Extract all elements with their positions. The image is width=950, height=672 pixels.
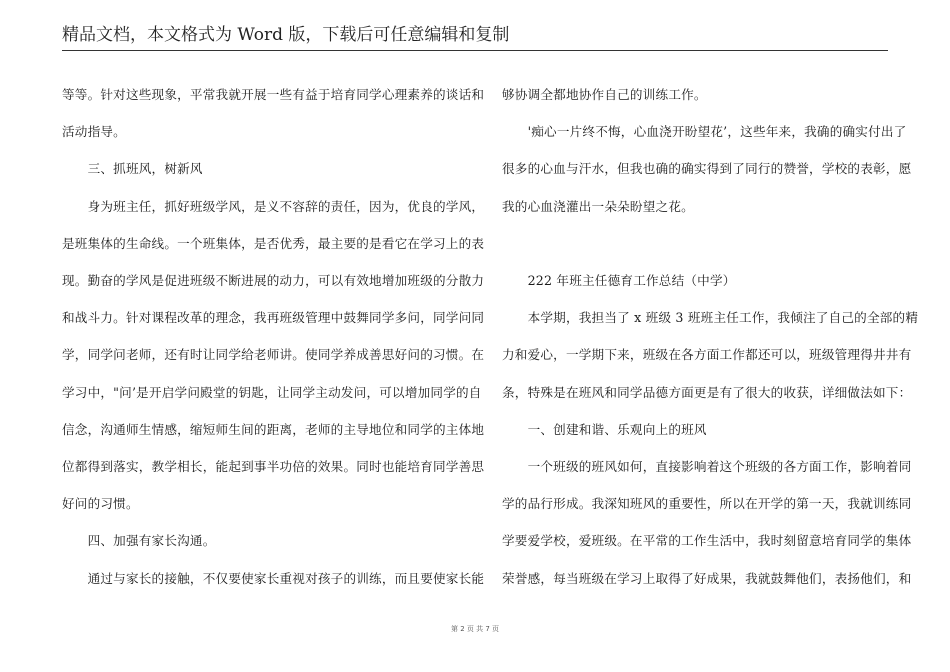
paragraph-line: 现。勤奋的学风是促进班级不断进展的动力，可以有效地增加班级的分散力 [62,273,485,289]
paragraph-line: 位都得到落实，教学相长，能起到事半功倍的效果。同时也能培育同学善思 [62,459,485,475]
page-footer [0,624,950,634]
paragraph-line: 信念，沟通师生情感，缩短师生间的距离，老师的主导地位和同学的主体地 [62,421,485,437]
paragraph-line: 很多的心血与汗水，但我也确的确实得到了同行的赞誉，学校的表彰，愿 [502,161,912,177]
paragraph-line: 学的品行形成。我深知班风的重要性，所以在开学的第一天，我就训练同 [502,496,912,512]
paragraph-line: 条，特殊是在班风和同学品德方面更是有了很大的收获，详细做法如下： [502,384,912,400]
right-text-column [502,76,919,597]
document-header [62,20,888,51]
paragraph-line: 等等。针对这些现象，平常我就开展一些有益于培育同学心理素养的谈话和 [62,87,485,102]
section-heading: 一、创建和谐、乐观向上的班风 [502,421,707,437]
paragraph-line: 通过与家长的接触，不仅要使家长重视对孩子的训练，而且要使家长能 [62,570,485,586]
paragraph-line: 和战斗力。针对课程改革的理念，我再班级管理中鼓舞同学多问，同学问同 [62,310,485,326]
header-title: 精品文档，本文格式为 Word 版，下载后可任意编辑和复制 [62,25,510,45]
paragraph-line: 学，同学问老师，还有时让同学给老师讲。使同学养成善思好问的习惯。在 [62,347,485,363]
paragraph-line: 学要爱学校，爱班级。在平常的工作生活中，我时刻留意培育同学的集体 [502,533,912,549]
paragraph-line: 够协调全都地协作自己的训练工作。 [502,87,707,102]
section-heading: 四、加强有家长沟通。 [62,533,216,549]
paragraph-line: 本学期，我担当了 x 班级 3 班班主任工作，我倾注了自己的全部的精 [502,310,919,326]
blank-line [502,225,892,262]
left-text-column [62,76,485,597]
paragraph-line: 是班集体的生命线。一个班集体，是否优秀，最主要的是看它在学习上的表 [62,235,485,251]
paragraph-line: 荣誉感，每当班级在学习上取得了好成果，我就鼓舞他们，表扬他们，和 [502,570,912,586]
paragraph-line: 一个班级的班风如何，直接影响着这个班级的各方面工作，影响着同 [502,459,912,475]
article-title: 222 年班主任德育工作总结（中学） [502,273,736,288]
paragraph-line: 我的心血浇灌出一朵朵盼望之花。 [502,198,694,214]
section-heading: 三、抓班风，树新风 [62,161,203,177]
paragraph-line: 身为班主任，抓好班级学风，是义不容辞的责任，因为，优良的学风， [62,198,485,214]
paragraph-line: 好问的习惯。 [62,496,139,512]
paragraph-line: 力和爱心，一学期下来，班级在各方面工作都还可以，班级管理得井井有 [502,347,912,363]
paragraph-line: '痴心一片终不悔，心血浇开盼望花’，这些年来，我确的确实付出了 [502,124,907,140]
page-number: 第 2 页 共 7 页 [450,625,500,633]
paragraph-line: 学习中，"问’是开启学问殿堂的钥匙，让同学主动发问，可以增加同学的自 [62,384,482,400]
paragraph-line: 活动指导。 [62,124,126,140]
